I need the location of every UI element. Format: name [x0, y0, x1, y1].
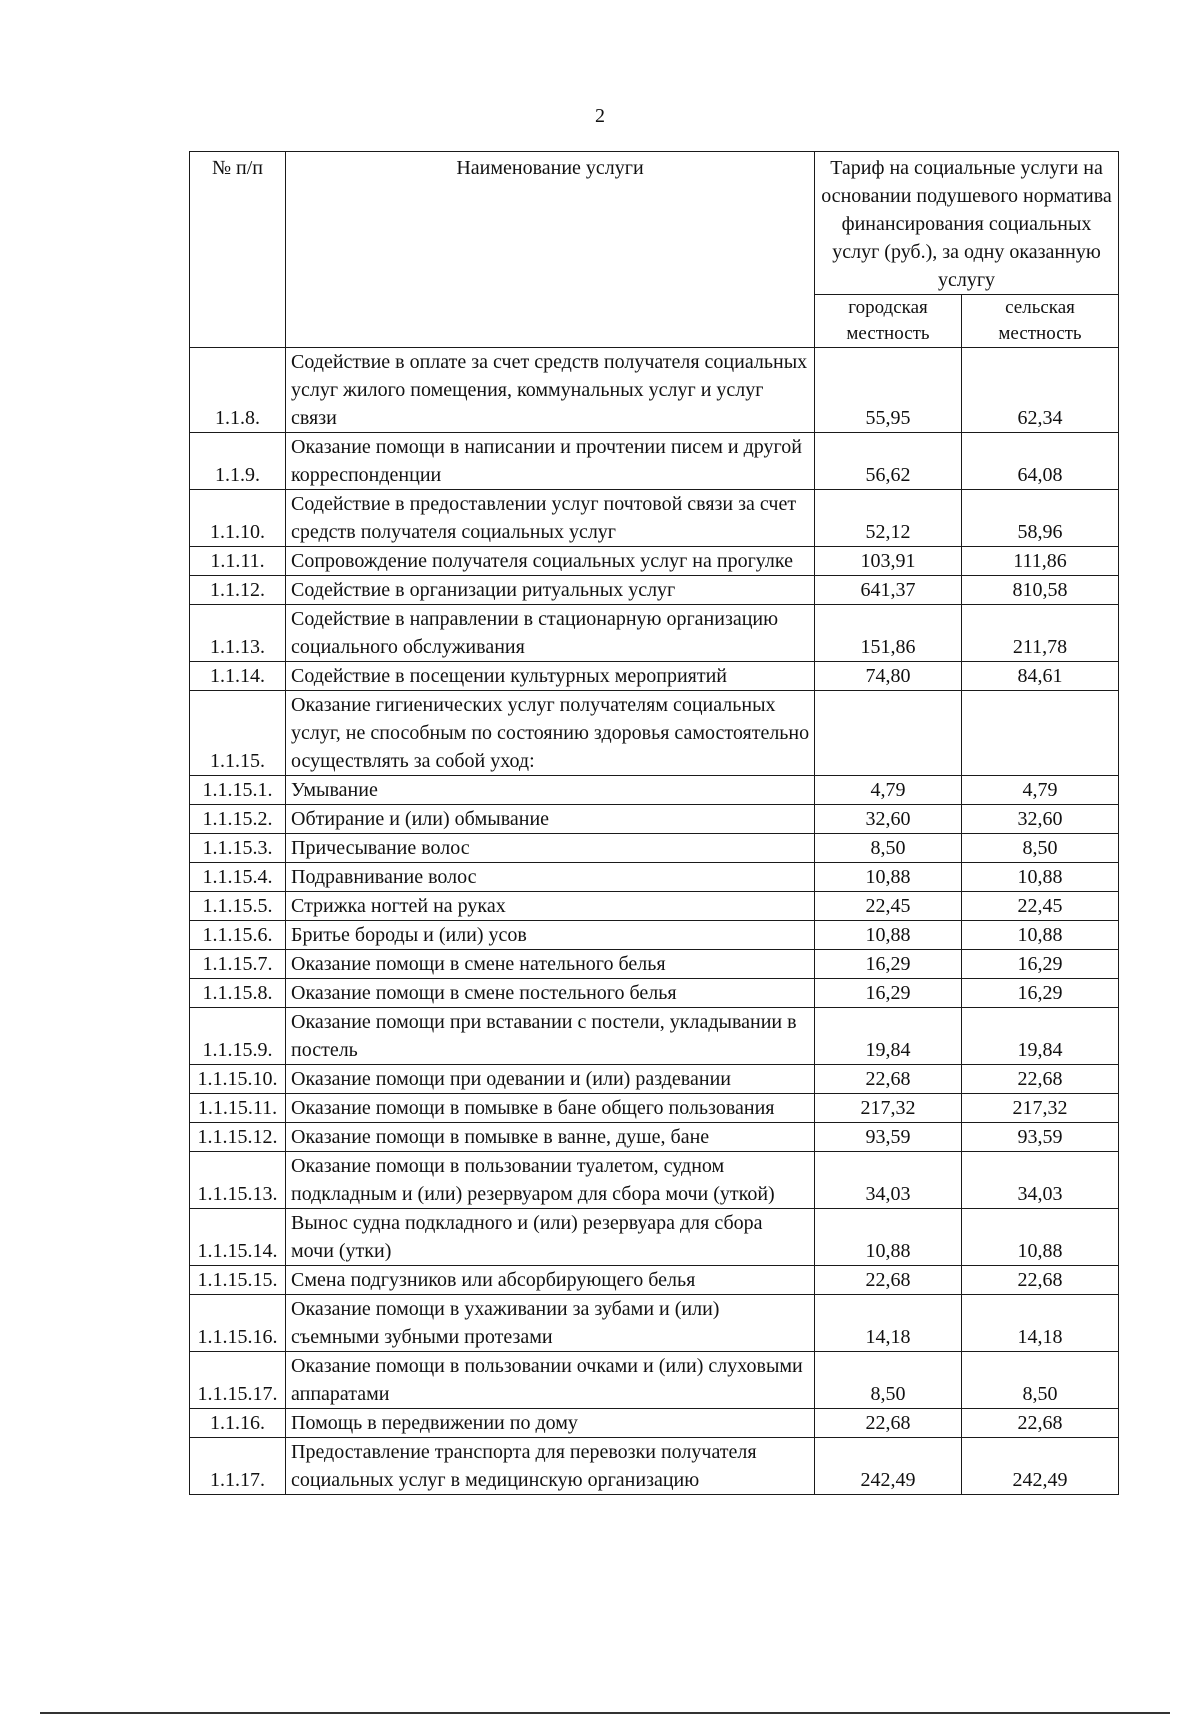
row-rural-tariff: 22,68 — [962, 1065, 1119, 1094]
row-rural-tariff: 10,88 — [962, 863, 1119, 892]
table-row — [190, 348, 1119, 433]
row-number: 1.1.15.2. — [190, 805, 286, 834]
row-urban-tariff: 217,32 — [815, 1094, 962, 1123]
row-rural-tariff: 34,03 — [962, 1152, 1119, 1209]
row-service-name: Сопровождение получателя социальных услуг на прогулке — [286, 547, 815, 576]
row-service-name: Оказание помощи при одевании и (или) раздевании — [286, 1065, 815, 1094]
table-row — [190, 1209, 1119, 1266]
row-urban-tariff: 74,80 — [815, 662, 962, 691]
row-service-name: Оказание помощи в написании и прочтении писем и другой корреспонденции — [286, 433, 815, 490]
table-row — [190, 863, 1119, 892]
table-row — [190, 1295, 1119, 1352]
row-service-name: Умывание — [286, 776, 815, 805]
row-number: 1.1.15.16. — [190, 1295, 286, 1352]
row-rural-tariff: 64,08 — [962, 433, 1119, 490]
row-number: 1.1.15.15. — [190, 1266, 286, 1295]
table-header — [190, 152, 1119, 348]
row-rural-tariff: 217,32 — [962, 1094, 1119, 1123]
row-rural-tariff: 10,88 — [962, 921, 1119, 950]
table-row — [190, 1008, 1119, 1065]
row-number: 1.1.10. — [190, 490, 286, 547]
table-row — [190, 1094, 1119, 1123]
header-number: № п/п — [190, 152, 286, 348]
row-service-name: Причесывание волос — [286, 834, 815, 863]
row-rural-tariff: 14,18 — [962, 1295, 1119, 1352]
row-urban-tariff: 22,45 — [815, 892, 962, 921]
row-urban-tariff: 103,91 — [815, 547, 962, 576]
row-service-name: Смена подгузников или абсорбирующего белья — [286, 1266, 815, 1295]
row-service-name: Содействие в направлении в стационарную организацию социального обслуживания — [286, 605, 815, 662]
table-row — [190, 1352, 1119, 1409]
row-urban-tariff: 55,95 — [815, 348, 962, 433]
row-rural-tariff: 93,59 — [962, 1123, 1119, 1152]
row-rural-tariff: 22,45 — [962, 892, 1119, 921]
row-rural-tariff: 242,49 — [962, 1438, 1119, 1495]
row-number: 1.1.15.13. — [190, 1152, 286, 1209]
row-urban-tariff: 641,37 — [815, 576, 962, 605]
row-service-name: Содействие в предоставлении услуг почтовой связи за счет средств получателя социальных услуг — [286, 490, 815, 547]
row-service-name: Оказание помощи в ухаживании за зубами и (или) съемными зубными протезами — [286, 1295, 815, 1352]
row-urban-tariff: 32,60 — [815, 805, 962, 834]
table-row — [190, 1438, 1119, 1495]
row-number: 1.1.17. — [190, 1438, 286, 1495]
row-urban-tariff: 93,59 — [815, 1123, 962, 1152]
row-service-name: Предоставление транспорта для перевозки получателя социальных услуг в медицинскую организацию — [286, 1438, 815, 1495]
row-number: 1.1.15.10. — [190, 1065, 286, 1094]
row-rural-tariff: 111,86 — [962, 547, 1119, 576]
table-row — [190, 921, 1119, 950]
row-urban-tariff: 16,29 — [815, 950, 962, 979]
table-row — [190, 605, 1119, 662]
row-rural-tariff: 211,78 — [962, 605, 1119, 662]
row-number: 1.1.15.3. — [190, 834, 286, 863]
table-row — [190, 691, 1119, 776]
table-row — [190, 805, 1119, 834]
page-bottom-rule — [40, 1712, 1170, 1714]
row-number: 1.1.15.7. — [190, 950, 286, 979]
row-number: 1.1.14. — [190, 662, 286, 691]
row-rural-tariff: 16,29 — [962, 950, 1119, 979]
row-number: 1.1.13. — [190, 605, 286, 662]
row-urban-tariff: 10,88 — [815, 863, 962, 892]
row-number: 1.1.15.12. — [190, 1123, 286, 1152]
table-row — [190, 834, 1119, 863]
row-number: 1.1.15.17. — [190, 1352, 286, 1409]
header-tariff: Тариф на социальные услуги на основании подушевого норматива финансирования социальных услуг (руб.), за одну оказанную услугу — [815, 152, 1119, 295]
row-urban-tariff — [815, 691, 962, 776]
header-urban: городская местность — [815, 295, 962, 348]
row-number: 1.1.15.11. — [190, 1094, 286, 1123]
row-rural-tariff: 810,58 — [962, 576, 1119, 605]
row-service-name: Содействие в оплате за счет средств получателя социальных услуг жилого помещения, коммунальных услуг и услуг связи — [286, 348, 815, 433]
row-rural-tariff: 16,29 — [962, 979, 1119, 1008]
row-rural-tariff: 22,68 — [962, 1266, 1119, 1295]
row-rural-tariff: 19,84 — [962, 1008, 1119, 1065]
row-rural-tariff: 4,79 — [962, 776, 1119, 805]
row-service-name: Содействие в организации ритуальных услуг — [286, 576, 815, 605]
row-number: 1.1.15.9. — [190, 1008, 286, 1065]
table-row — [190, 979, 1119, 1008]
row-service-name: Оказание помощи в смене нательного белья — [286, 950, 815, 979]
row-service-name: Оказание помощи в помывке в бане общего пользования — [286, 1094, 815, 1123]
row-urban-tariff: 10,88 — [815, 921, 962, 950]
row-urban-tariff: 52,12 — [815, 490, 962, 547]
row-urban-tariff: 34,03 — [815, 1152, 962, 1209]
row-service-name: Оказание помощи в пользовании очками и (или) слуховыми аппаратами — [286, 1352, 815, 1409]
row-rural-tariff: 62,34 — [962, 348, 1119, 433]
row-rural-tariff: 10,88 — [962, 1209, 1119, 1266]
header-service-name: Наименование услуги — [286, 152, 815, 348]
table-row — [190, 1065, 1119, 1094]
row-number: 1.1.12. — [190, 576, 286, 605]
table-body — [190, 348, 1119, 1495]
row-service-name: Оказание гигиенических услуг получателям социальных услуг, не способным по состоянию здоровья самостоятельно осуществлять за собой уход: — [286, 691, 815, 776]
row-number: 1.1.16. — [190, 1409, 286, 1438]
row-service-name: Оказание помощи в смене постельного белья — [286, 979, 815, 1008]
row-service-name: Содействие в посещении культурных мероприятий — [286, 662, 815, 691]
row-urban-tariff: 16,29 — [815, 979, 962, 1008]
tariff-table — [189, 151, 1119, 1495]
row-service-name: Оказание помощи в пользовании туалетом, судном подкладным и (или) резервуаром для сбора мочи (уткой) — [286, 1152, 815, 1209]
row-rural-tariff: 58,96 — [962, 490, 1119, 547]
row-service-name: Помощь в передвижении по дому — [286, 1409, 815, 1438]
table-row — [190, 1123, 1119, 1152]
row-rural-tariff: 84,61 — [962, 662, 1119, 691]
table-row — [190, 892, 1119, 921]
table-row — [190, 1152, 1119, 1209]
row-number: 1.1.8. — [190, 348, 286, 433]
row-number: 1.1.15.6. — [190, 921, 286, 950]
row-service-name: Подравнивание волос — [286, 863, 815, 892]
table-row — [190, 433, 1119, 490]
row-urban-tariff: 56,62 — [815, 433, 962, 490]
row-rural-tariff: 8,50 — [962, 834, 1119, 863]
row-urban-tariff: 14,18 — [815, 1295, 962, 1352]
row-number: 1.1.15. — [190, 691, 286, 776]
row-service-name: Стрижка ногтей на руках — [286, 892, 815, 921]
table-row — [190, 576, 1119, 605]
row-number: 1.1.15.8. — [190, 979, 286, 1008]
row-urban-tariff: 242,49 — [815, 1438, 962, 1495]
row-number: 1.1.11. — [190, 547, 286, 576]
row-urban-tariff: 10,88 — [815, 1209, 962, 1266]
row-urban-tariff: 22,68 — [815, 1266, 962, 1295]
row-service-name: Бритье бороды и (или) усов — [286, 921, 815, 950]
row-urban-tariff: 19,84 — [815, 1008, 962, 1065]
table-row — [190, 490, 1119, 547]
row-rural-tariff: 22,68 — [962, 1409, 1119, 1438]
row-rural-tariff: 32,60 — [962, 805, 1119, 834]
row-number: 1.1.15.5. — [190, 892, 286, 921]
row-service-name: Оказание помощи при вставании с постели, укладывании в постель — [286, 1008, 815, 1065]
table-row — [190, 776, 1119, 805]
row-rural-tariff — [962, 691, 1119, 776]
table-row — [190, 547, 1119, 576]
row-service-name: Обтирание и (или) обмывание — [286, 805, 815, 834]
row-number: 1.1.9. — [190, 433, 286, 490]
table-row — [190, 950, 1119, 979]
header-rural: сельская местность — [962, 295, 1119, 348]
table-row — [190, 1409, 1119, 1438]
page-number: 2 — [595, 105, 605, 127]
row-urban-tariff: 8,50 — [815, 1352, 962, 1409]
table-row — [190, 1266, 1119, 1295]
row-urban-tariff: 4,79 — [815, 776, 962, 805]
row-rural-tariff: 8,50 — [962, 1352, 1119, 1409]
row-urban-tariff: 8,50 — [815, 834, 962, 863]
row-number: 1.1.15.1. — [190, 776, 286, 805]
row-number: 1.1.15.4. — [190, 863, 286, 892]
row-urban-tariff: 22,68 — [815, 1409, 962, 1438]
row-number: 1.1.15.14. — [190, 1209, 286, 1266]
row-service-name: Оказание помощи в помывке в ванне, душе, бане — [286, 1123, 815, 1152]
row-urban-tariff: 22,68 — [815, 1065, 962, 1094]
row-service-name: Вынос судна подкладного и (или) резервуара для сбора мочи (утки) — [286, 1209, 815, 1266]
row-urban-tariff: 151,86 — [815, 605, 962, 662]
table-row — [190, 662, 1119, 691]
